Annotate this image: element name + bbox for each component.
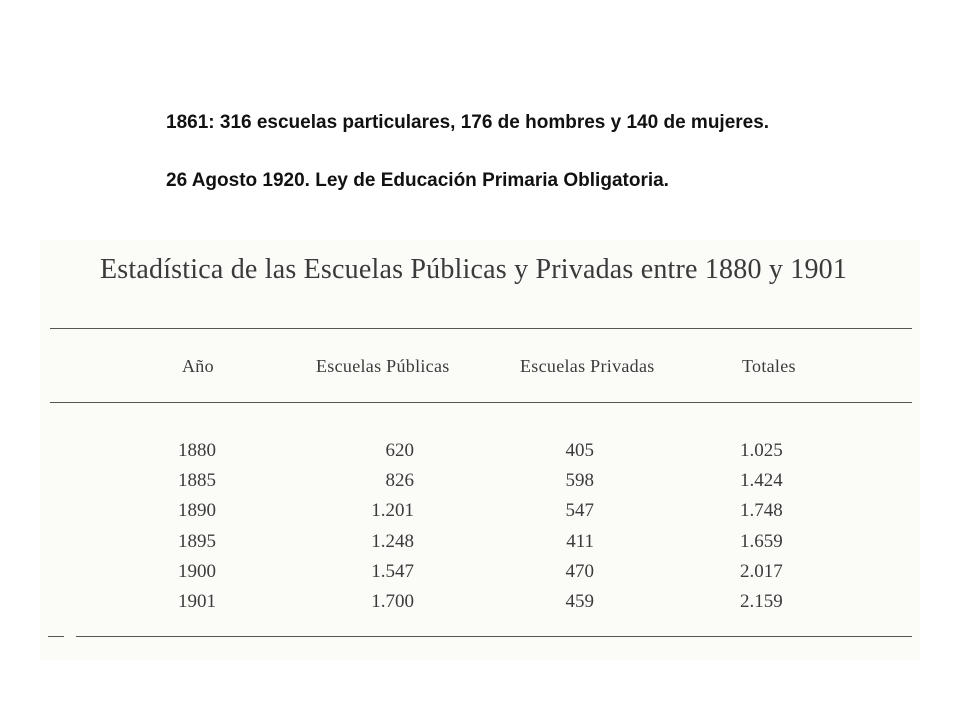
cell-year: 1885	[178, 470, 216, 491]
cell-private: 459	[565, 591, 594, 612]
cell-total: 1.025	[740, 440, 783, 461]
table-title: Estadística de las Escuelas Públicas y Privadas entre 1880 y 1901	[100, 254, 848, 285]
cell-year: 1901	[178, 591, 216, 612]
cell-private: 547	[565, 500, 594, 521]
header-public-schools: Escuelas Públicas	[316, 356, 450, 376]
cell-public: 1.201	[371, 500, 414, 521]
cell-total: 2.159	[740, 591, 783, 612]
bottom-rule-stub	[48, 636, 64, 637]
bottom-rule	[76, 636, 912, 637]
note-1920-law: 26 Agosto 1920. Ley de Educación Primaria Obligatoria.	[166, 170, 669, 191]
header-rule	[50, 402, 912, 403]
cell-year: 1890	[178, 500, 216, 521]
cell-year: 1880	[178, 440, 216, 461]
cell-private: 405	[565, 440, 594, 461]
cell-total: 1.659	[740, 531, 783, 552]
cell-total: 1.748	[740, 500, 783, 521]
cell-year: 1895	[178, 531, 216, 552]
cell-year: 1900	[178, 561, 216, 582]
note-1861: 1861: 316 escuelas particulares, 176 de hombres y 140 de mujeres.	[166, 112, 770, 133]
cell-private: 598	[565, 470, 594, 491]
header-totals: Totales	[742, 356, 796, 376]
cell-total: 2.017	[740, 561, 783, 582]
cell-private: 470	[565, 561, 594, 582]
cell-public: 1.248	[371, 531, 414, 552]
cell-public: 1.547	[371, 561, 414, 582]
cell-total: 1.424	[740, 470, 783, 491]
cell-public: 620	[385, 440, 414, 461]
header-year: Año	[182, 356, 214, 376]
header-private-schools: Escuelas Privadas	[520, 356, 655, 376]
cell-private: 411	[566, 531, 594, 552]
scanned-statistics-table	[40, 240, 920, 660]
cell-public: 1.700	[371, 591, 414, 612]
top-rule	[50, 328, 912, 329]
cell-public: 826	[385, 470, 414, 491]
